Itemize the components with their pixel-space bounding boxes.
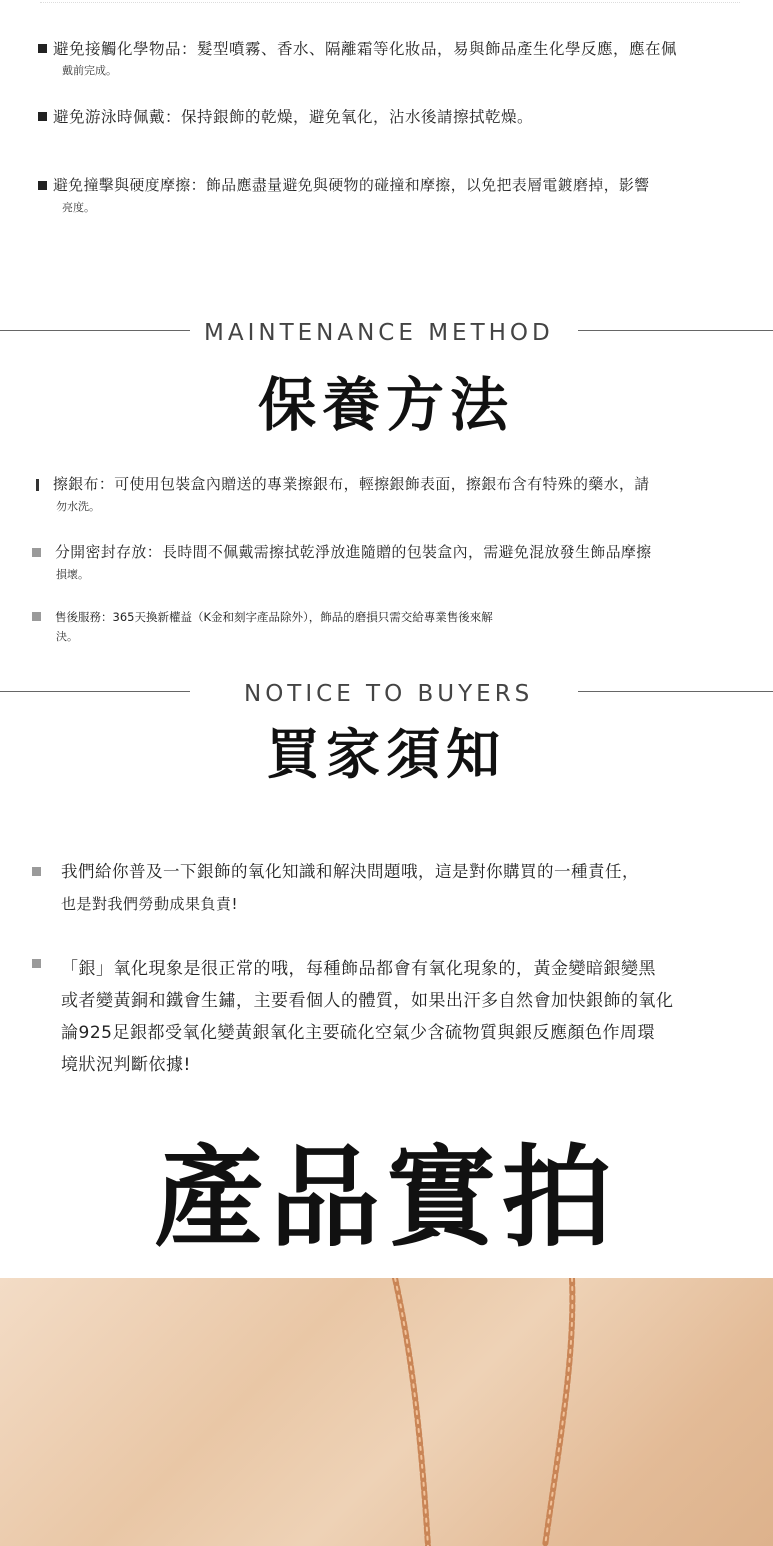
maintenance-text-cont: 損壞。 — [56, 568, 89, 581]
necklace-chain-image — [0, 1278, 773, 1546]
bullet-square-icon — [38, 44, 47, 53]
warning-text-cont: 戴前完成。 — [62, 64, 117, 77]
divider-left — [0, 330, 190, 331]
bullet-square-icon — [38, 181, 47, 190]
bullet-square-icon — [32, 612, 41, 621]
bullet-bar-icon — [36, 479, 39, 491]
notice-text-line: 「銀」氧化現象是很正常的哦，每種飾品都會有氧化現象的，黃金變暗銀變黑 — [61, 959, 656, 979]
warning-text-cont: 亮度。 — [62, 201, 95, 214]
maintenance-item — [32, 472, 772, 516]
maintenance-item — [32, 540, 772, 584]
bullet-square-icon — [38, 112, 47, 121]
product-photo — [0, 1278, 773, 1546]
maintenance-title-en: MAINTENANCE METHOD — [204, 320, 554, 346]
notice-item — [32, 856, 772, 920]
divider-left — [0, 691, 190, 692]
notice-text-line: 論925足銀都受氧化變黃銀氧化主要硫化空氣少含硫物質與銀反應顏色作周環 — [61, 1023, 655, 1043]
notice-text-line: 我們給你普及一下銀飾的氧化知識和解決問題哦，這是對你購買的一種責任， — [61, 862, 639, 881]
warning-text: 避免接觸化學物品：髮型噴霧、香水、隔離霜等化妝品，易與飾品產生化學反應，應在佩 — [53, 40, 678, 58]
maintenance-item — [32, 606, 772, 646]
maintenance-text-cont: 勿水洗。 — [56, 500, 100, 513]
divider-right — [578, 691, 773, 692]
notice-text-line: 境狀況判斷依據! — [61, 1055, 191, 1075]
maintenance-text: 售後服務：365天換新權益（K金和刻字產品除外），飾品的磨損只需交給專業售後來解 — [55, 610, 493, 624]
divider-right — [578, 330, 773, 331]
warning-item — [38, 173, 768, 217]
notice-title-en: NOTICE TO BUYERS — [244, 681, 534, 707]
maintenance-text: 分開密封存放：長時間不佩戴需擦拭乾淨放進隨贈的包裝盒內，需避免混放發生飾品摩擦 — [55, 544, 652, 561]
warning-text: 避免撞擊與硬度摩擦：飾品應盡量避免與硬物的碰撞和摩擦，以免把表層電鍍磨掉，影響 — [53, 177, 650, 194]
product-photos-title: 產品實拍 — [154, 1134, 618, 1262]
warning-item — [38, 36, 768, 80]
top-cutoff-text — [40, 0, 740, 3]
maintenance-text: 擦銀布：可使用包裝盒內贈送的專業擦銀布，輕擦銀飾表面，擦銀布含有特殊的藥水，請 — [53, 476, 650, 493]
notice-title-zh: 買家須知 — [266, 723, 506, 786]
bullet-square-icon — [32, 959, 41, 968]
warning-text: 避免游泳時佩戴：保持銀飾的乾燥，避免氧化，沾水後請擦拭乾燥。 — [53, 108, 534, 126]
notice-item — [32, 953, 772, 1081]
notice-text-line: 或者變黃銅和鐵會生鏽，主要看個人的體質，如果出汗多自然會加快銀飾的氧化 — [61, 991, 674, 1011]
bullet-square-icon — [32, 867, 41, 876]
warning-item — [38, 104, 768, 130]
bullet-square-icon — [32, 548, 41, 557]
maintenance-text-cont: 決。 — [56, 630, 78, 643]
notice-text-line: 也是對我們勞動成果負責! — [61, 895, 239, 913]
maintenance-title-zh: 保養方法 — [257, 371, 514, 439]
